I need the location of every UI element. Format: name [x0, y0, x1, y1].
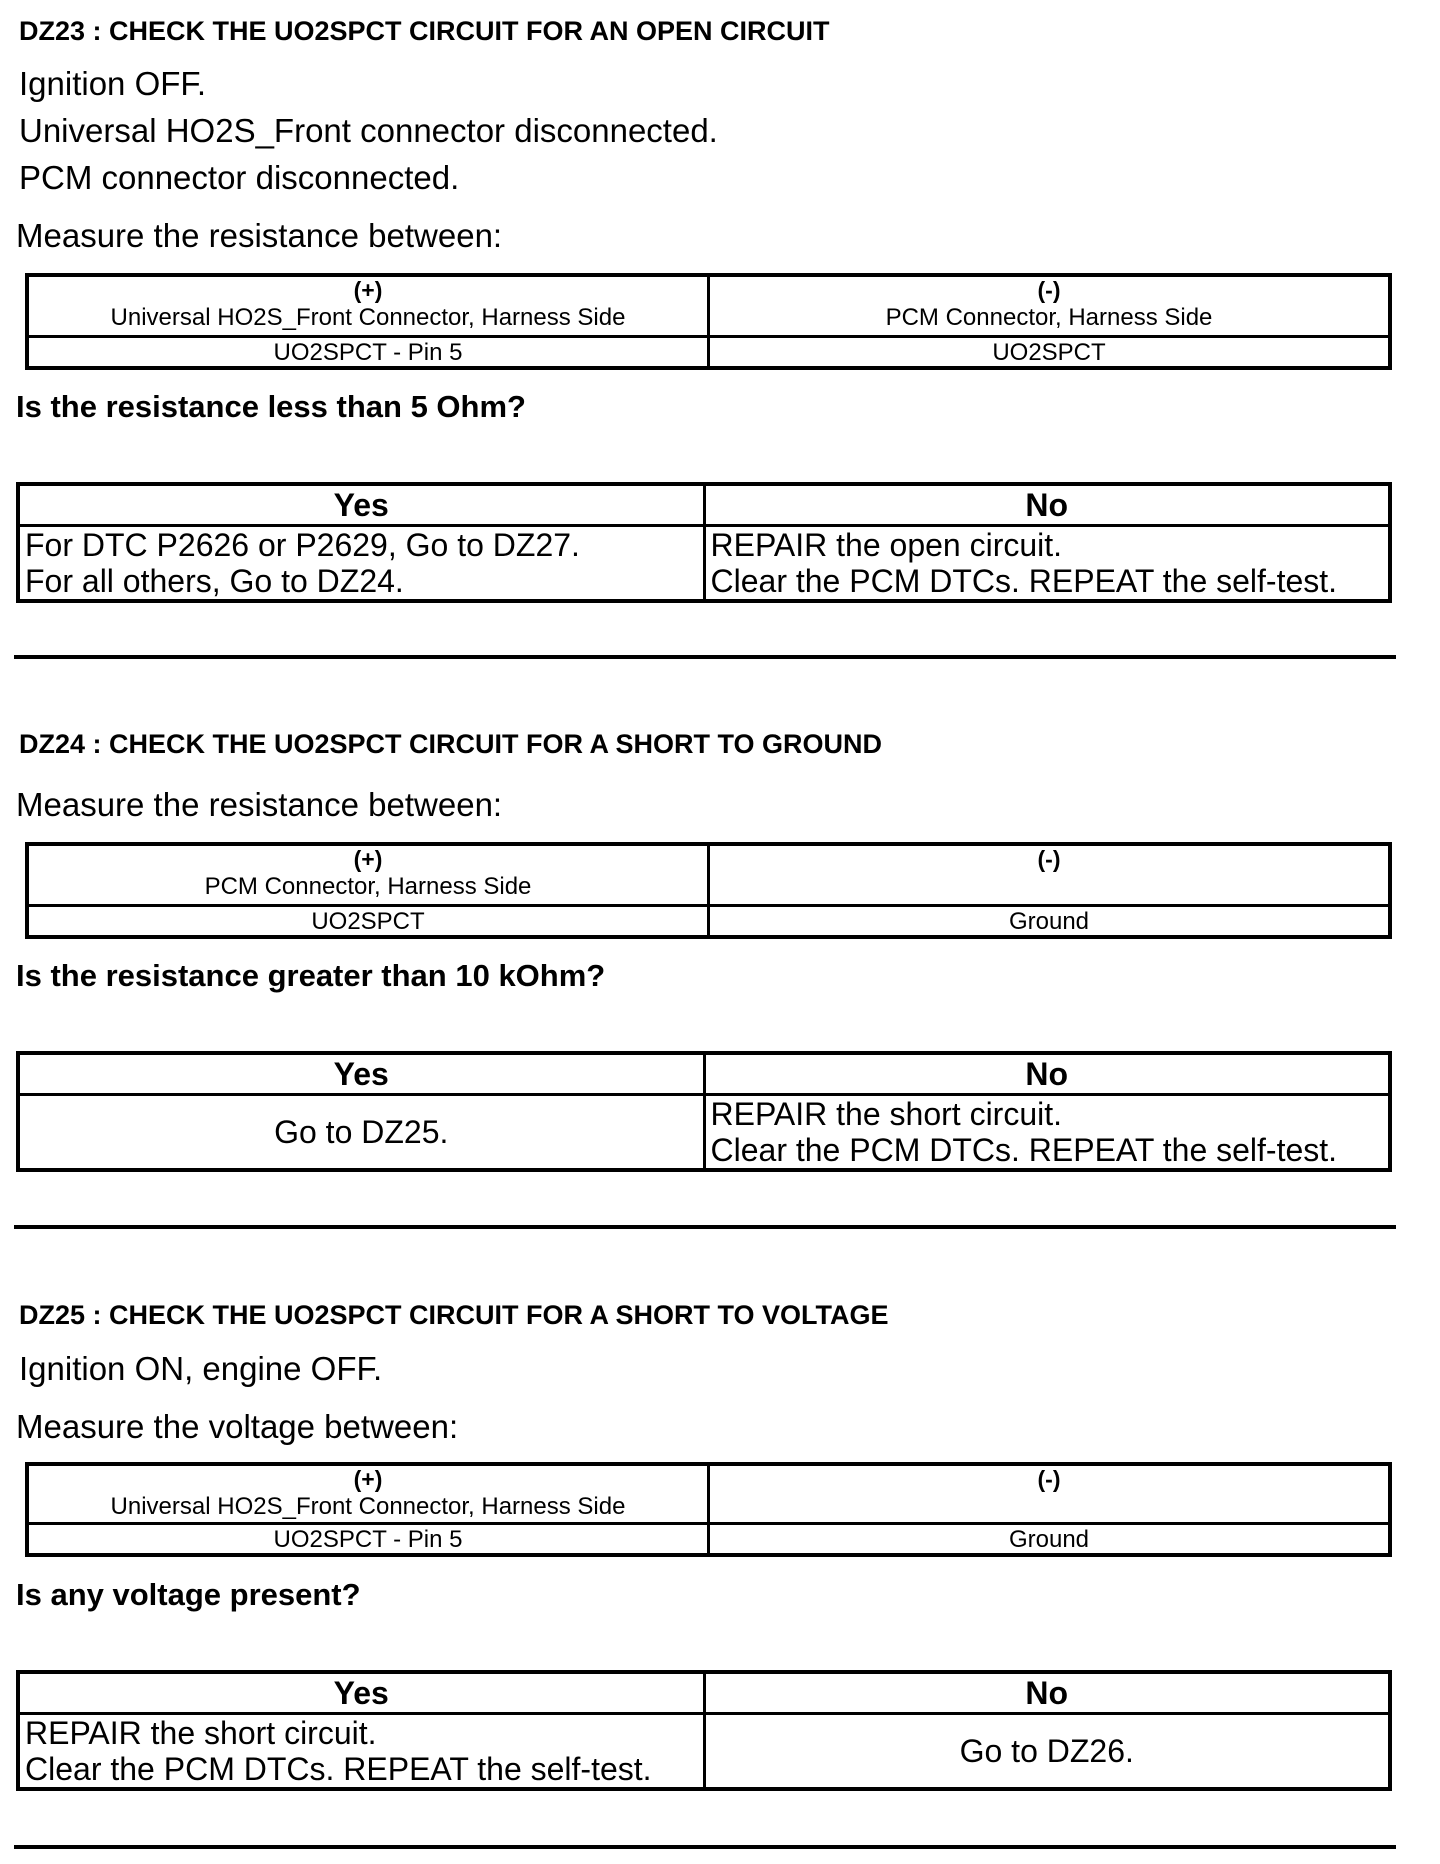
dz25-yes-cell [18, 1714, 704, 1790]
dz23-yes-line-1: For DTC P2626 or P2629, Go to DZ27. [25, 527, 580, 563]
minus-sign: (-) [1037, 846, 1061, 872]
section-divider [14, 1225, 1396, 1229]
dz23-title: DZ23 : CHECK THE UO2SPCT CIRCUIT FOR AN OPEN CIRCUIT [19, 16, 830, 46]
dz25-step-1: Ignition ON, engine OFF. [19, 1350, 383, 1387]
minus-sign: (-) [1037, 1466, 1061, 1492]
dz25-measure-label: Measure the voltage between: [16, 1408, 459, 1445]
dz25-answer-table [16, 1670, 1392, 1791]
dz25-no-cell: Go to DZ26. [704, 1714, 1390, 1790]
dz23-plus-label: Universal HO2S_Front Connector, Harness Side [110, 304, 626, 331]
dz23-minus-label: PCM Connector, Harness Side [885, 304, 1213, 331]
dz23-question: Is the resistance less than 5 Ohm? [16, 389, 526, 424]
dz23-measure-label: Measure the resistance between: [16, 217, 503, 254]
dz23-plus-value: UO2SPCT - Pin 5 [27, 337, 709, 369]
dz24-measure-label: Measure the resistance between: [16, 786, 503, 823]
dz23-step-2: Universal HO2S_Front connector disconnected. [19, 112, 718, 149]
dz25-plus-value: UO2SPCT - Pin 5 [27, 1524, 709, 1556]
dz24-no-line-1: REPAIR the short circuit. [710, 1096, 1063, 1132]
dz24-question: Is the resistance greater than 10 kOhm? [16, 958, 606, 993]
dz23-no-cell [704, 526, 1390, 602]
dz23-minus-header [709, 275, 1391, 337]
dz23-yes-line-2: For all others, Go to DZ24. [25, 563, 404, 599]
dz23-minus-value: UO2SPCT [709, 337, 1391, 369]
dz25-minus-header [709, 1464, 1391, 1524]
dz25-question: Is any voltage present? [16, 1577, 361, 1612]
dz23-no-line-2: Clear the PCM DTCs. REPEAT the self-test. [710, 563, 1338, 599]
dz23-no-header: No [704, 484, 1390, 526]
dz25-yes-line-2: Clear the PCM DTCs. REPEAT the self-test. [25, 1751, 652, 1787]
dz23-measurement-table [25, 273, 1392, 370]
dz24-minus-value: Ground [709, 906, 1391, 938]
dz24-yes-cell: Go to DZ25. [18, 1095, 704, 1171]
dz24-plus-value: UO2SPCT [27, 906, 709, 938]
dz25-minus-value: Ground [709, 1524, 1391, 1556]
plus-sign: (+) [353, 846, 383, 872]
dz23-yes-cell [18, 526, 704, 602]
dz24-answer-table [16, 1051, 1392, 1172]
dz23-yes-header: Yes [18, 484, 704, 526]
dz25-measurement-table [25, 1462, 1392, 1557]
dz23-answer-table [16, 482, 1392, 603]
dz23-no-line-1: REPAIR the open circuit. [710, 527, 1063, 563]
dz25-plus-label: Universal HO2S_Front Connector, Harness Side [110, 1493, 626, 1520]
dz23-step-1: Ignition OFF. [19, 65, 207, 102]
plus-sign: (+) [353, 277, 383, 303]
dz24-plus-header [27, 844, 709, 906]
dz24-plus-label: PCM Connector, Harness Side [204, 873, 532, 900]
dz24-no-header: No [704, 1053, 1390, 1095]
section-divider [14, 655, 1396, 659]
section-divider [14, 1845, 1396, 1849]
dz24-no-line-2: Clear the PCM DTCs. REPEAT the self-test. [710, 1132, 1338, 1168]
dz25-plus-header [27, 1464, 709, 1524]
dz23-step-3: PCM connector disconnected. [19, 159, 460, 196]
dz25-no-header: No [704, 1672, 1390, 1714]
dz24-title: DZ24 : CHECK THE UO2SPCT CIRCUIT FOR A SHORT TO GROUND [19, 729, 883, 759]
dz25-yes-header: Yes [18, 1672, 704, 1714]
minus-sign: (-) [1037, 277, 1061, 303]
dz25-yes-line-1: REPAIR the short circuit. [25, 1715, 377, 1751]
dz24-yes-header: Yes [18, 1053, 704, 1095]
dz23-plus-header [27, 275, 709, 337]
dz25-title: DZ25 : CHECK THE UO2SPCT CIRCUIT FOR A SHORT TO VOLTAGE [19, 1300, 889, 1330]
plus-sign: (+) [353, 1466, 383, 1492]
dz24-measurement-table [25, 842, 1392, 939]
dz24-no-cell [704, 1095, 1390, 1171]
dz24-minus-header [709, 844, 1391, 906]
